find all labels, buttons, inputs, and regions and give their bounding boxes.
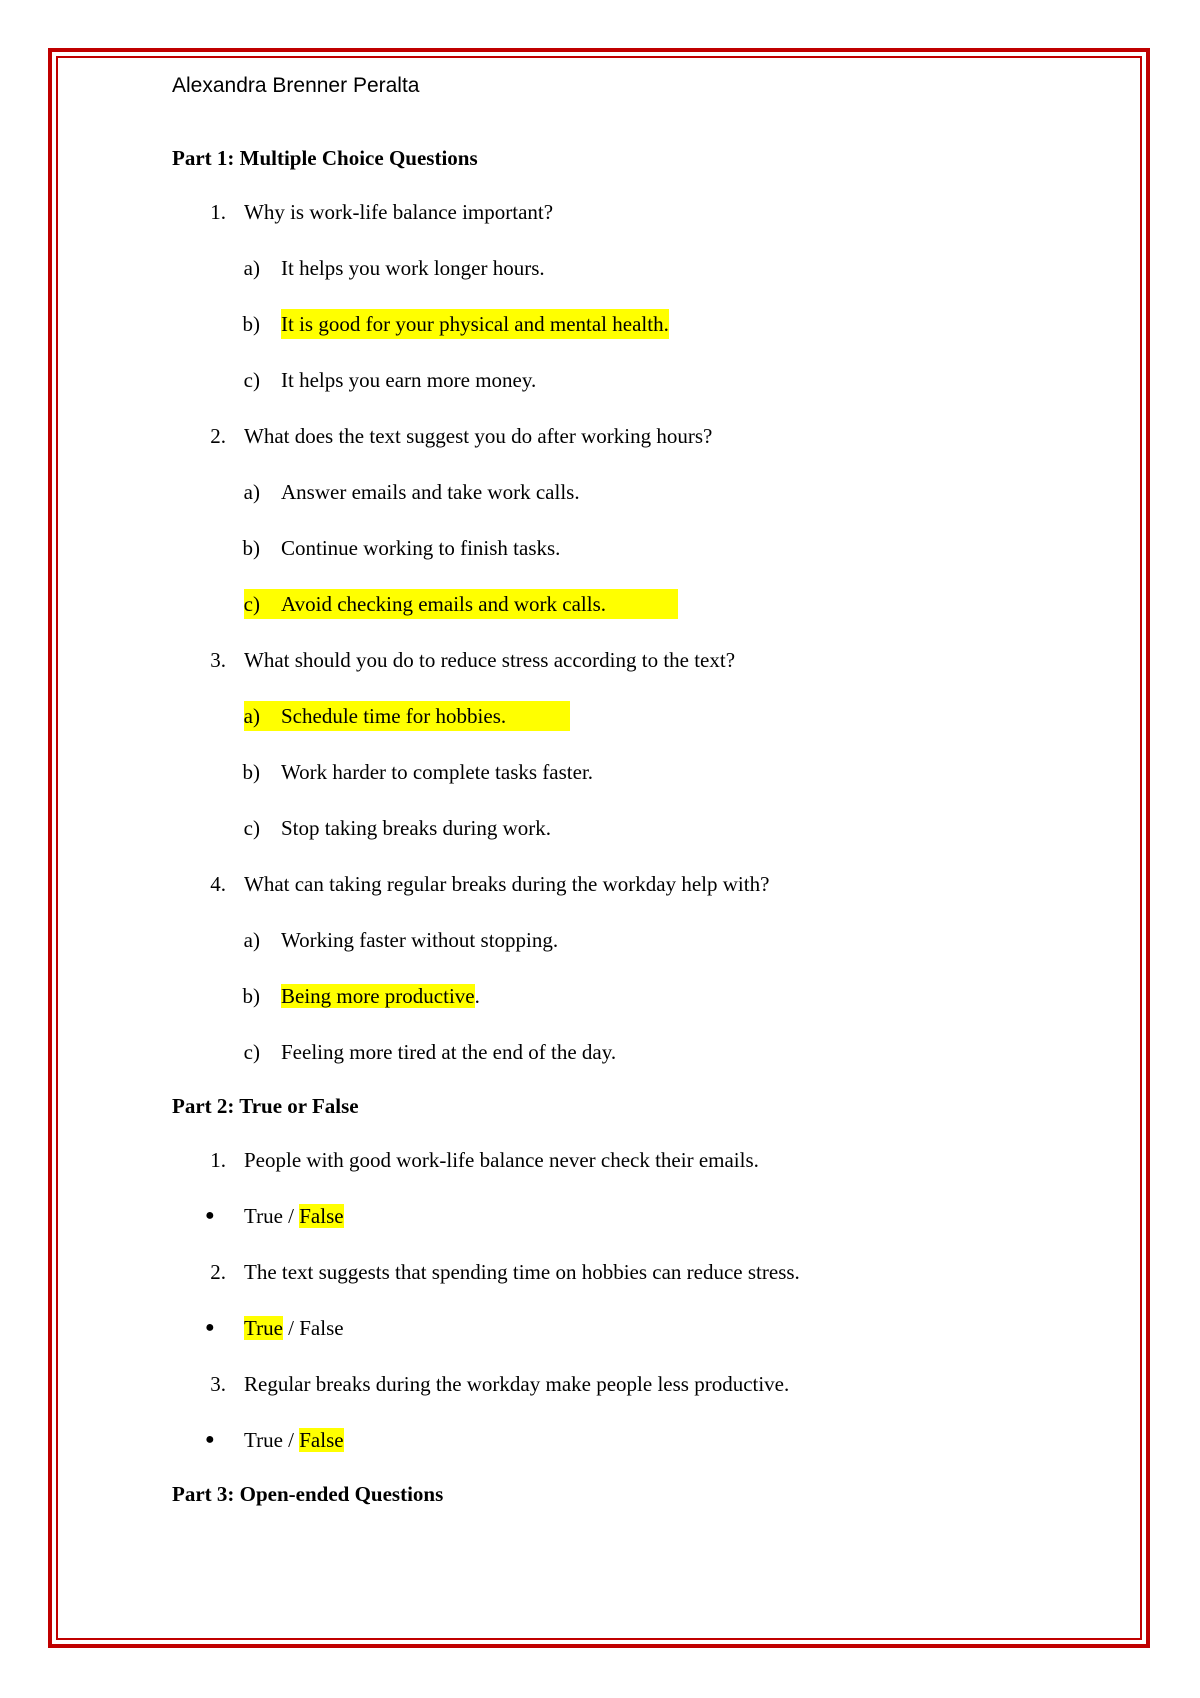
answer-option-selected xyxy=(172,589,1072,619)
option-text: Feeling more tired at the end of the day. xyxy=(281,1040,617,1064)
true-label-highlighted: True xyxy=(244,1316,283,1340)
option-letter: c) xyxy=(243,816,260,840)
part1-heading: Part 1: Multiple Choice Questions xyxy=(172,146,478,170)
true-false-choice xyxy=(244,1425,344,1455)
statement-item xyxy=(172,1257,1072,1287)
true-false-answer xyxy=(172,1313,1072,1343)
statement-text: People with good work-life balance never check their emails. xyxy=(244,1148,759,1172)
bullet-icon: ● xyxy=(205,1319,215,1336)
question-text: What does the text suggest you do after working hours? xyxy=(244,424,713,448)
option-text: Continue working to finish tasks. xyxy=(281,536,561,560)
true-false-answer xyxy=(172,1425,1072,1455)
true-label: True xyxy=(244,1428,283,1452)
option-letter: a) xyxy=(243,928,260,952)
option-text: Work harder to complete tasks faster. xyxy=(281,760,594,784)
part2-heading: Part 2: True or False xyxy=(172,1094,359,1118)
option-text-highlighted: Being more productive xyxy=(281,984,475,1008)
answer-option xyxy=(172,365,1072,395)
option-text: It helps you earn more money. xyxy=(281,368,537,392)
question-number: 1. xyxy=(210,200,226,224)
separator: / xyxy=(282,1204,300,1228)
author-name: Alexandra Brenner Peralta xyxy=(172,74,420,97)
option-letter: b) xyxy=(242,536,260,560)
statement-number: 1. xyxy=(210,1148,226,1172)
question-item xyxy=(172,197,1072,227)
question-text: What can taking regular breaks during the workday help with? xyxy=(244,872,770,896)
option-text-highlighted: Schedule time for hobbies. xyxy=(281,704,507,728)
option-letter: b) xyxy=(242,760,260,784)
option-text-highlighted: Avoid checking emails and work calls. xyxy=(281,592,607,616)
answer-option xyxy=(172,813,1072,843)
answer-option xyxy=(172,1037,1072,1067)
option-letter: c) xyxy=(243,592,260,616)
option-letter: a) xyxy=(243,704,260,728)
option-text: Stop taking breaks during work. xyxy=(281,816,552,840)
false-label-highlighted: False xyxy=(299,1428,344,1452)
answer-option xyxy=(172,477,1072,507)
question-item xyxy=(172,869,1072,899)
answer-option xyxy=(172,925,1072,955)
option-suffix: . xyxy=(474,984,480,1008)
answer-option xyxy=(172,757,1072,787)
option-text: Working faster without stopping. xyxy=(281,928,559,952)
statement-item xyxy=(172,1369,1072,1399)
question-item xyxy=(172,645,1072,675)
true-label: True xyxy=(244,1204,283,1228)
option-letter: a) xyxy=(243,256,260,280)
answer-option-selected xyxy=(172,981,1072,1011)
statement-text: The text suggests that spending time on hobbies can reduce stress. xyxy=(244,1260,800,1284)
true-false-choice xyxy=(244,1201,344,1231)
answer-option xyxy=(172,253,1072,283)
question-text: Why is work-life balance important? xyxy=(244,200,554,224)
option-text: It helps you work longer hours. xyxy=(281,256,545,280)
option-text-highlighted: It is good for your physical and mental health. xyxy=(281,309,669,339)
statement-number: 2. xyxy=(210,1260,226,1284)
option-letter: c) xyxy=(243,1040,260,1064)
false-label-highlighted: False xyxy=(299,1204,344,1228)
true-false-choice xyxy=(244,1313,344,1343)
true-false-answer xyxy=(172,1201,1072,1231)
answer-option xyxy=(172,533,1072,563)
option-letter: a) xyxy=(243,480,260,504)
bullet-icon: ● xyxy=(205,1207,215,1224)
option-text: Answer emails and take work calls. xyxy=(281,480,580,504)
statement-text: Regular breaks during the workday make people less productive. xyxy=(244,1372,790,1396)
question-number: 4. xyxy=(210,872,226,896)
answer-option-selected xyxy=(172,309,1072,339)
option-letter: b) xyxy=(242,312,260,336)
answer-option-selected xyxy=(172,701,1072,731)
question-text: What should you do to reduce stress according to the text? xyxy=(244,648,736,672)
part3-heading: Part 3: Open-ended Questions xyxy=(172,1482,444,1506)
statement-item xyxy=(172,1145,1072,1175)
document-body xyxy=(172,70,1072,1509)
option-letter: c) xyxy=(243,368,260,392)
bullet-icon: ● xyxy=(205,1431,215,1448)
question-item xyxy=(172,421,1072,451)
question-number: 2. xyxy=(210,424,226,448)
separator: / xyxy=(282,1316,300,1340)
option-text xyxy=(281,981,480,1011)
false-label: False xyxy=(299,1316,344,1340)
option-letter: b) xyxy=(242,984,260,1008)
statement-number: 3. xyxy=(210,1372,226,1396)
separator: / xyxy=(282,1428,300,1452)
question-number: 3. xyxy=(210,648,226,672)
